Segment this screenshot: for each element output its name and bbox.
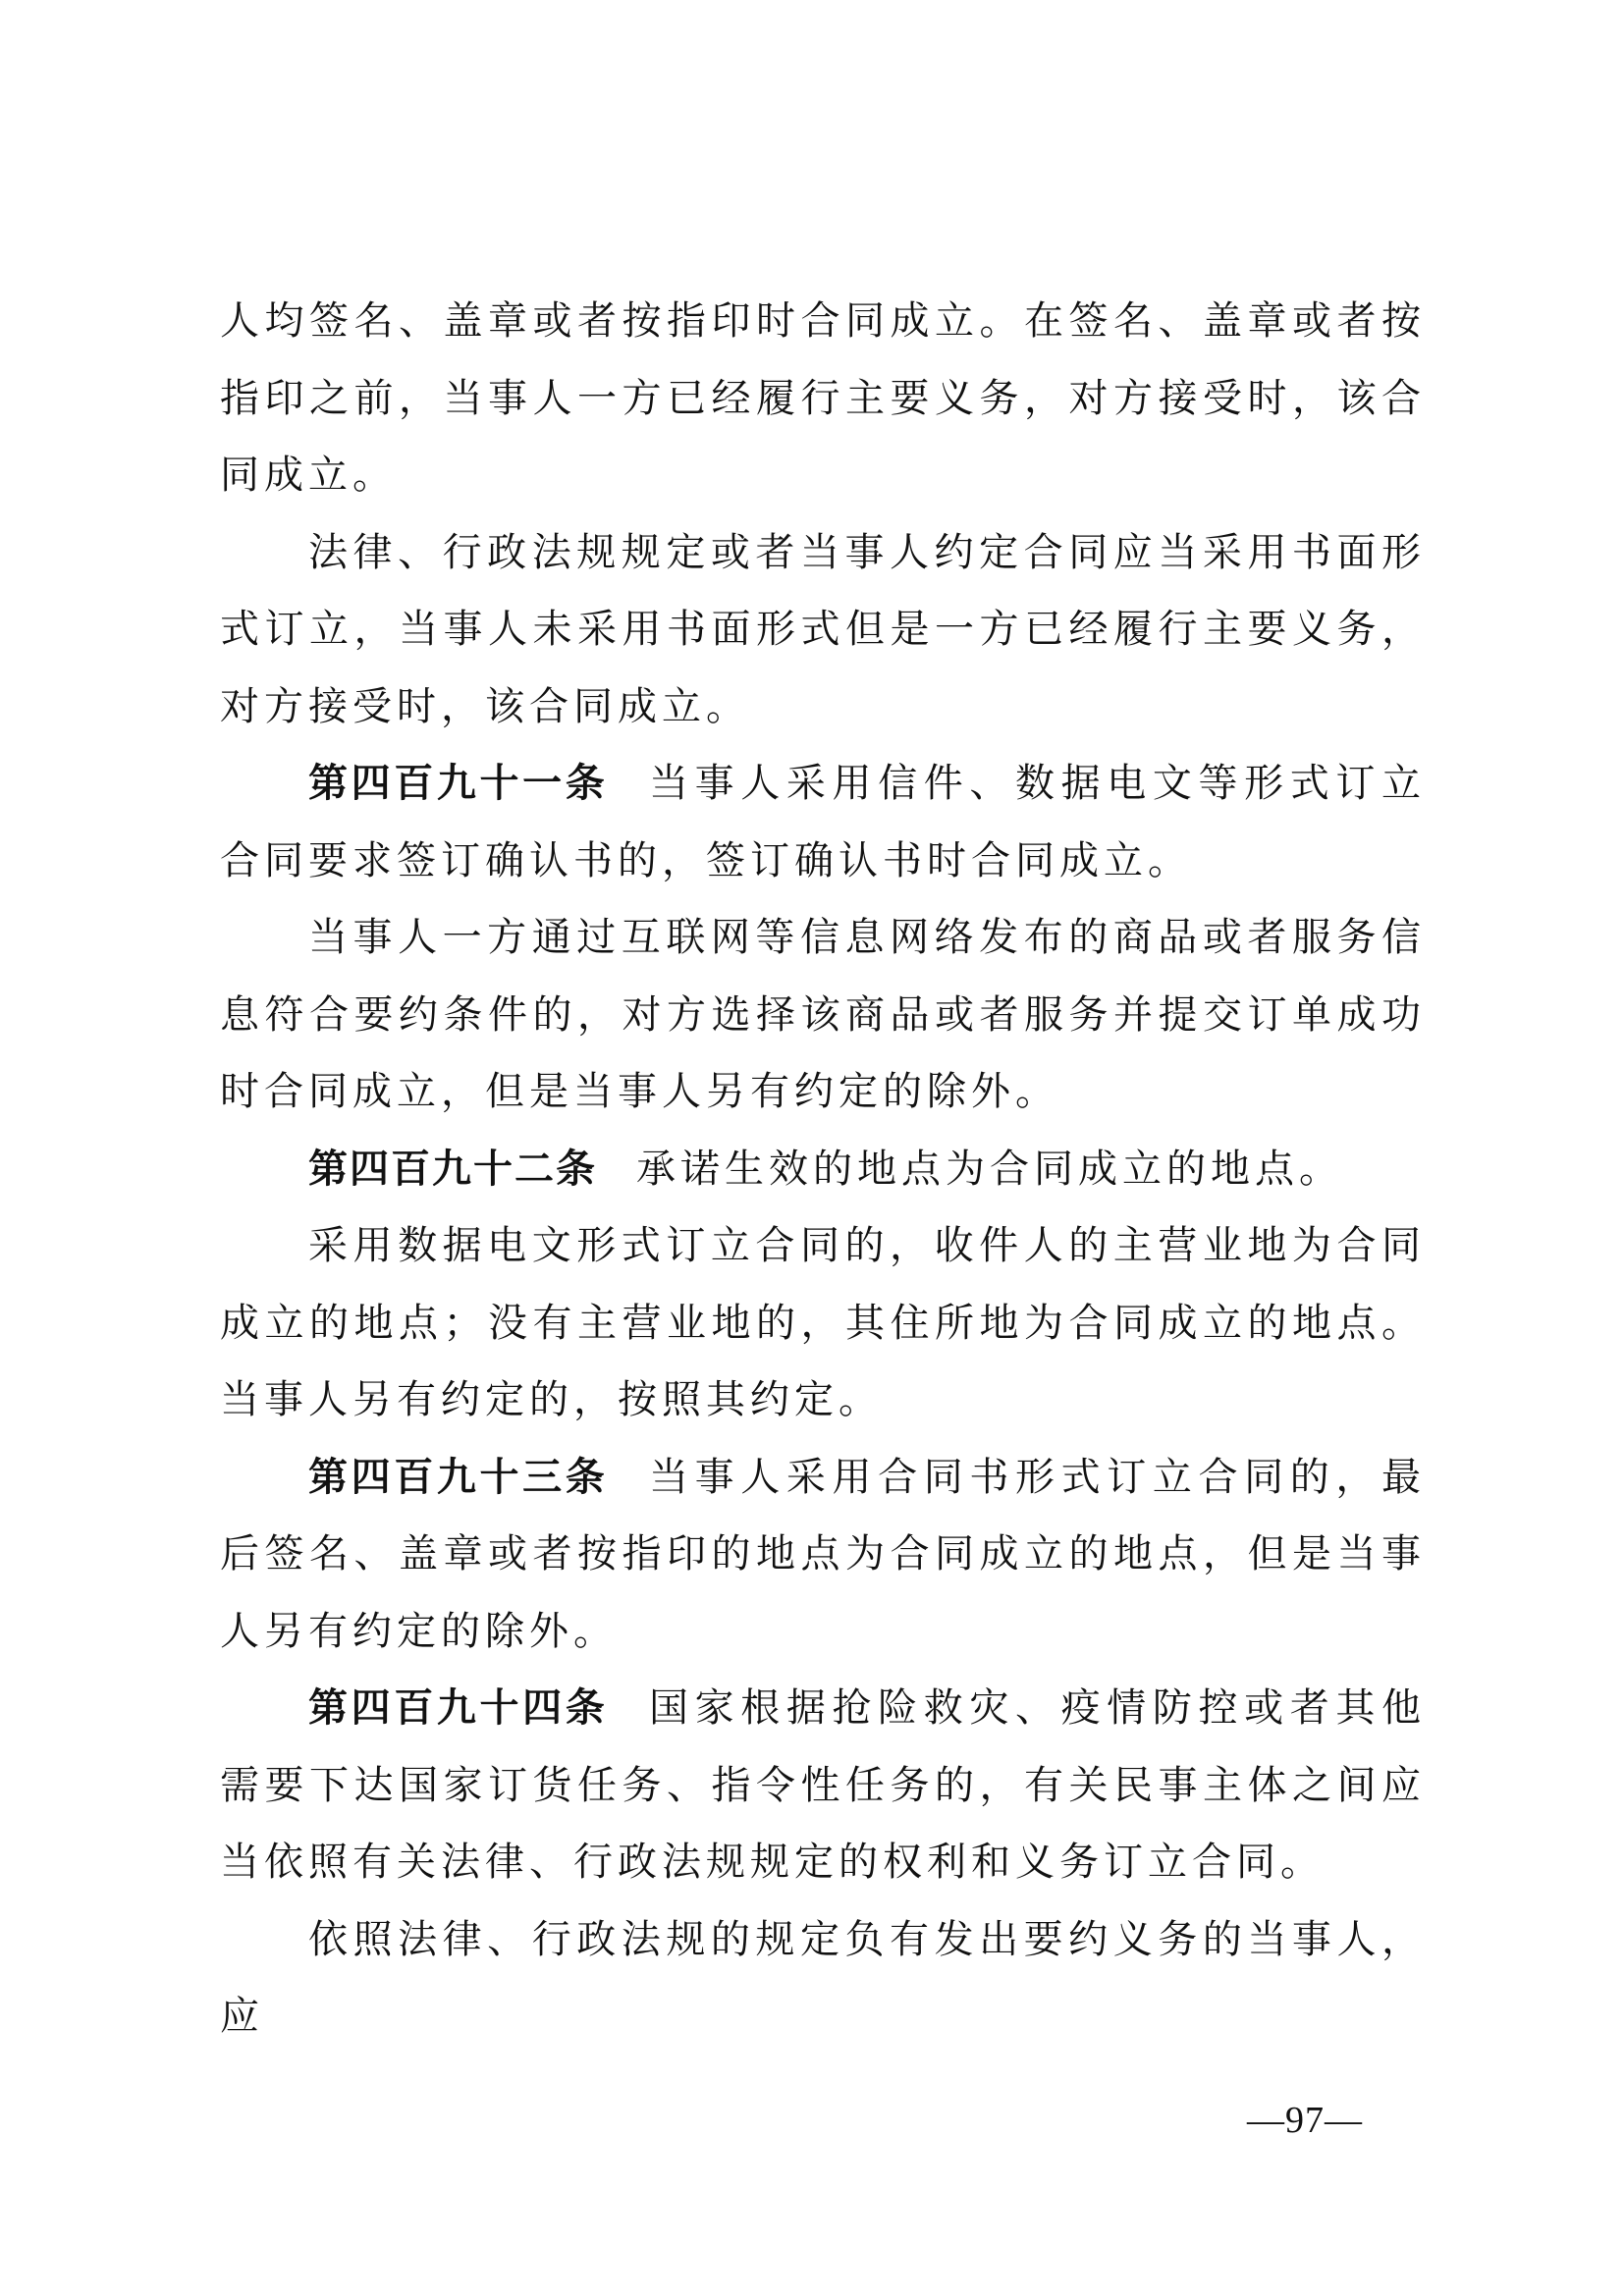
article-492: [220, 1131, 1426, 1208]
paragraph: [220, 899, 1426, 1131]
paragraph: [220, 514, 1426, 746]
page-number: —97—: [1247, 2100, 1363, 2141]
paragraph: [220, 1207, 1426, 1439]
article-number: 第四百九十二条: [308, 1146, 597, 1192]
paragraph-text: 当事人采用合同书形式订立合同的，最后签名、盖章或者按指印的地点为合同成立的地点，但是当事人另有约定的除外。: [220, 1454, 1426, 1654]
paragraph-text: 国家根据抢险救灾、疫情防控或者其他需要下达国家订货任务、指令性任务的，有关民事主体之间应当依照有关法律、行政法规规定的权利和义务订立合同。: [220, 1685, 1426, 1885]
paragraph-text: 当事人采用信件、数据电文等形式订立合同要求签订确认书的，签订确认书时合同成立。: [220, 761, 1426, 883]
paragraph-text: 承诺生效的地点为合同成立的地点。: [636, 1146, 1343, 1192]
article-493: [220, 1439, 1426, 1671]
body-text: [220, 283, 1426, 2056]
article-494: [220, 1670, 1426, 1901]
paragraph-text: 依照法律、行政法规的规定负有发出要约义务的当事人，应: [220, 1916, 1426, 2039]
paragraph: [220, 1901, 1426, 2056]
article-number: 第四百九十四条: [308, 1685, 609, 1731]
paragraph-continuation: [220, 283, 1426, 514]
article-491: [220, 745, 1426, 899]
paragraph-text: 当事人一方通过互联网等信息网络发布的商品或者服务信息符合要约条件的，对方选择该商品或者服务并提交订单成功时合同成立，但是当事人另有约定的除外。: [220, 915, 1426, 1114]
paragraph-text: 采用数据电文形式订立合同的，收件人的主营业地为合同成立的地点；没有主营业地的，其住所地为合同成立的地点。当事人另有约定的，按照其约定。: [220, 1223, 1426, 1422]
paragraph-text: 人均签名、盖章或者按指印时合同成立。在签名、盖章或者按指印之前，当事人一方已经履行主要义务，对方接受时，该合同成立。: [220, 298, 1426, 498]
article-number: 第四百九十三条: [308, 1454, 609, 1500]
paragraph-text: 法律、行政法规规定或者当事人约定合同应当采用书面形式订立，当事人未采用书面形式但是一方已经履行主要义务，对方接受时，该合同成立。: [220, 529, 1426, 729]
article-number: 第四百九十一条: [308, 761, 609, 806]
